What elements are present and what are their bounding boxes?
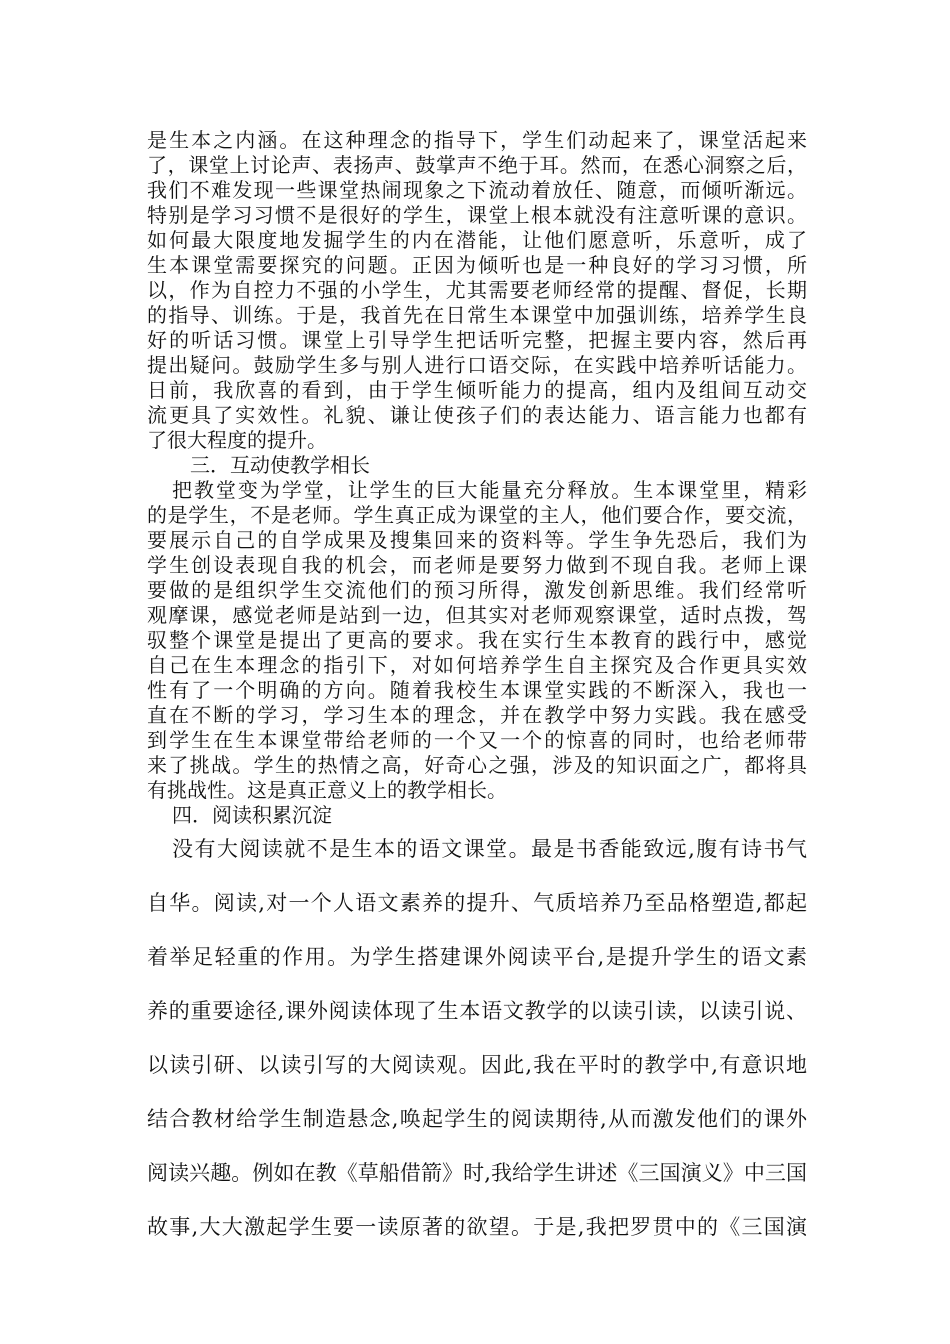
text-line: 来了挑战。学生的热情之高，好奇心之强，涉及的知识面之广，都将具: [147, 753, 807, 777]
text-line: 着举足轻重的作用。为学生搭建课外阅读平台,是提升学生的语文素: [147, 945, 807, 969]
text-line: 的指导、训练。于是，我首先在日常生本课堂中加强训练，培养学生良: [147, 303, 807, 327]
text-line: 驭整个课堂是提出了更高的要求。我在实行生本教育的践行中，感觉: [147, 628, 807, 652]
text-line: 到学生在生本课堂带给老师的一个又一个的惊喜的同时，也给老师带: [147, 728, 807, 752]
text-line: 直在不断的学习，学习生本的理念，并在教学中努力实践。我在感受: [147, 703, 807, 727]
text-line: 流更具了实效性。礼貌、谦让使孩子们的表达能力、语言能力也都有: [147, 403, 807, 427]
text-line: 观摩课，感觉老师是站到一边，但其实对老师观察课堂，适时点拨，驾: [147, 603, 807, 627]
section-heading-3: 三．互动使教学相长: [190, 453, 370, 477]
text-line: 的是学生，不是老师。学生真正成为课堂的主人，他们要合作，要交流，: [147, 503, 807, 527]
text-line: 没有大阅读就不是生本的语文课堂。最是书香能致远,腹有诗书气: [172, 837, 807, 861]
text-line: 以读引研、以读引写的大阅读观。因此,我在平时的教学中,有意识地: [147, 1053, 807, 1077]
text-line: 性有了一个明确的方向。随着我校生本课堂实践的不断深入，我也一: [147, 678, 807, 702]
text-line: 如何最大限度地发掘学生的内在潜能，让他们愿意听，乐意听，成了: [147, 228, 807, 252]
text-line: 自己在生本理念的指引下，对如何培养学生自主探究及合作更具实效: [147, 653, 807, 677]
text-line: 了，课堂上讨论声、表扬声、鼓掌声不绝于耳。然而，在悉心洞察之后，: [147, 153, 807, 177]
text-line: 以，作为自控力不强的小学生，尤其需要老师经常的提醒、督促，长期: [147, 278, 807, 302]
text-line: 故事,大大激起学生要一读原著的欲望。于是,我把罗贯中的《三国演: [147, 1215, 807, 1239]
text-line: 我们不难发现一些课堂热闹现象之下流动着放任、随意，而倾听渐远。: [147, 178, 807, 202]
text-line: 好的听话习惯。课堂上引导学生把话听完整，把握主要内容，然后再: [147, 328, 807, 352]
text-line: 要做的是组织学生交流他们的预习所得，激发创新思维。我们经常听: [147, 578, 807, 602]
text-line: 要展示自己的自学成果及搜集回来的资料等。学生争先恐后，我们为: [147, 528, 807, 552]
text-line: 有挑战性。这是真正意义上的教学相长。: [147, 778, 507, 802]
section-heading-4: 四．阅读积累沉淀: [172, 803, 332, 827]
text-line: 养的重要途径,课外阅读体现了生本语文教学的以读引读，以读引说、: [147, 999, 807, 1023]
text-line: 日前，我欣喜的看到，由于学生倾听能力的提高，组内及组间互动交: [147, 378, 807, 402]
text-line: 提出疑问。鼓励学生多与别人进行口语交际，在实践中培养听话能力。: [147, 353, 807, 377]
text-line: 学生创设表现自我的机会，而老师是要努力做到不现自我。老师上课: [147, 553, 807, 577]
text-line: 了很大程度的提升。: [147, 428, 327, 452]
text-line: 阅读兴趣。例如在教《草船借箭》时,我给学生讲述《三国演义》中三国: [147, 1161, 807, 1185]
text-line: 结合教材给学生制造悬念,唤起学生的阅读期待,从而激发他们的课外: [147, 1107, 807, 1131]
text-line: 特别是学习习惯不是很好的学生，课堂上根本就没有注意听课的意识。: [147, 203, 807, 227]
text-line: 是生本之内涵。在这种理念的指导下，学生们动起来了，课堂活起来: [147, 128, 807, 152]
text-line: 自华。阅读,对一个人语文素养的提升、气质培养乃至品格塑造,都起: [147, 891, 807, 915]
text-line: 把教堂变为学堂，让学生的巨大能量充分释放。生本课堂里，精彩: [172, 478, 807, 502]
text-line: 生本课堂需要探究的问题。正因为倾听也是一种良好的学习习惯，所: [147, 253, 807, 277]
